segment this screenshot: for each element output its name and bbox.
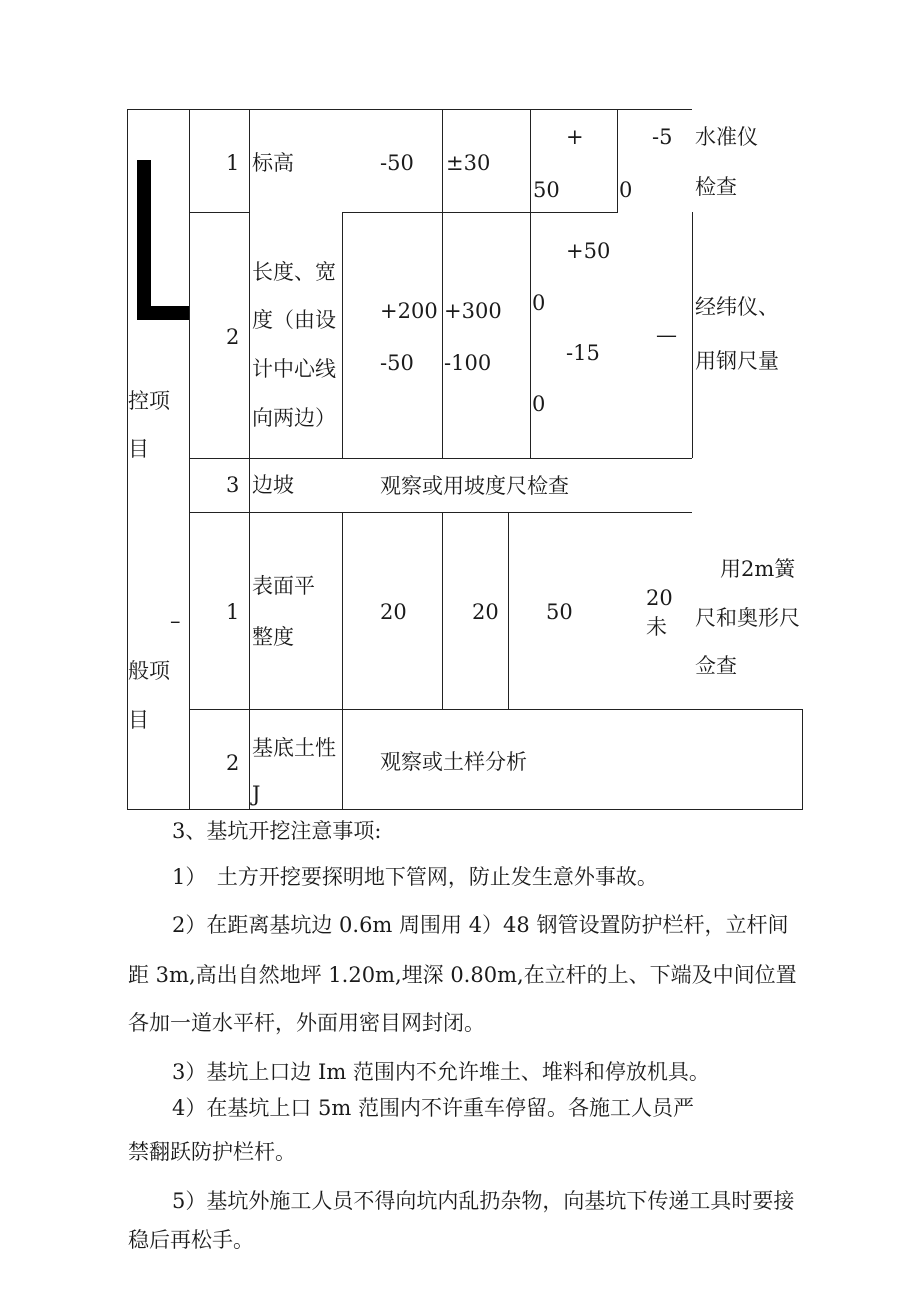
item-name: 基底土性 <box>252 736 336 760</box>
grid-line <box>442 512 443 709</box>
row-number: 3 <box>226 473 240 497</box>
note-paragraph: 距 3m,高出自然地坪 1.20m,埋深 0.80m,在立杆的上、下端及中间位置 <box>128 963 797 987</box>
note-paragraph: 禁翻跃防护栏杆。 <box>128 1140 296 1164</box>
grid-line <box>692 212 693 458</box>
value-cell: ±30 <box>446 151 491 175</box>
grid-line <box>508 709 803 710</box>
grid-line <box>442 109 443 458</box>
method-cell: 水准仪 <box>695 125 758 149</box>
grid-line <box>530 109 531 458</box>
item-name: 计中心线 <box>252 357 336 381</box>
item-name: 边坡 <box>252 473 294 497</box>
method-cell: 观察或土样分析 <box>380 750 527 774</box>
item-name: 长度、宽 <box>252 260 336 284</box>
method-cell: 用2m簧 <box>720 557 796 581</box>
item-name: 向两边） <box>252 406 336 430</box>
value-cell: -100 <box>444 351 492 375</box>
row-number: 1 <box>226 600 240 624</box>
value-cell: -15 <box>566 341 600 365</box>
note-paragraph: 各加一道水平杆，外面用密目网封闭。 <box>128 1011 485 1035</box>
grid-line <box>342 212 618 213</box>
value-cell: 0 <box>532 291 546 315</box>
row-number: 2 <box>226 325 240 349</box>
value-cell: 20 <box>380 600 407 624</box>
value-cell: -50 <box>380 151 414 175</box>
grid-line <box>127 109 692 110</box>
category-yiban-dash: – <box>170 609 181 633</box>
grid-line <box>617 109 618 212</box>
note-paragraph: 稳后再松手。 <box>128 1228 254 1252</box>
note-paragraph: 4）在基坑上口 5m 范围内不许重车停留。各施工人员严 <box>172 1096 694 1120</box>
value-cell: 50 <box>533 178 560 202</box>
value-cell: +50 <box>566 239 611 263</box>
value-cell: 0 <box>532 392 546 416</box>
category-zhukong-bottom: 目 <box>128 437 149 461</box>
value-cell: +200 <box>380 299 438 323</box>
value-cell: 未 <box>646 615 667 639</box>
value-cell: -5 <box>652 125 673 149</box>
row-number: 2 <box>226 751 240 775</box>
item-name: 度（由设 <box>252 308 336 332</box>
method-cell: 经纬仪、 <box>695 295 779 319</box>
grid-line <box>189 458 692 459</box>
category-yiban-bottom: 目 <box>128 708 149 732</box>
note-paragraph: 2）在距离基坑边 0.6m 周围用 4）48 钢管设置防护栏杆，立杆间 <box>172 913 789 937</box>
value-cell: 20 <box>646 586 673 610</box>
value-cell: 20 <box>472 600 499 624</box>
notes-heading: 3、基坑开挖注意事项: <box>172 819 382 843</box>
value-cell: -50 <box>380 351 414 375</box>
value-cell: +300 <box>444 299 502 323</box>
grid-line <box>189 212 249 213</box>
l-shaped-mark-base <box>137 306 189 320</box>
category-zhukong-top: 控项 <box>128 389 170 413</box>
method-cell: 检查 <box>695 175 737 199</box>
grid-line <box>249 109 250 810</box>
method-cell: 观察或用坡度尺检查 <box>380 474 569 498</box>
note-paragraph: 5）基坑外施工人员不得向坑内乱扔杂物，向基坑下传递工具时要接 <box>172 1189 795 1213</box>
value-cell: 0 <box>619 178 633 202</box>
value-cell: + <box>566 125 584 149</box>
grid-line <box>342 512 343 810</box>
item-name: 标高 <box>252 151 294 175</box>
grid-line <box>189 109 190 810</box>
method-cell: 尺和奥形尺 <box>695 606 800 630</box>
item-name: 整度 <box>252 625 294 649</box>
grid-line <box>802 709 803 810</box>
item-name: J <box>252 782 261 806</box>
note-paragraph: 3）基坑上口边 Im 范围内不允许堆土、堆料和停放机具。 <box>172 1060 710 1084</box>
l-shaped-mark <box>137 160 151 320</box>
value-cell: 50 <box>546 600 573 624</box>
note-paragraph: 1） 土方开挖要探明地下管网，防止发生意外事故。 <box>172 865 658 889</box>
grid-line <box>127 809 803 810</box>
grid-line <box>189 512 692 513</box>
row-number: 1 <box>226 151 240 175</box>
method-cell: 用钢尺量 <box>695 349 779 373</box>
value-cell: — <box>656 323 677 347</box>
grid-line <box>508 512 509 709</box>
method-cell: 佥查 <box>695 654 737 678</box>
category-yiban-top: 般项 <box>128 659 170 683</box>
item-name: 表面平 <box>252 574 315 598</box>
grid-line <box>342 212 343 458</box>
